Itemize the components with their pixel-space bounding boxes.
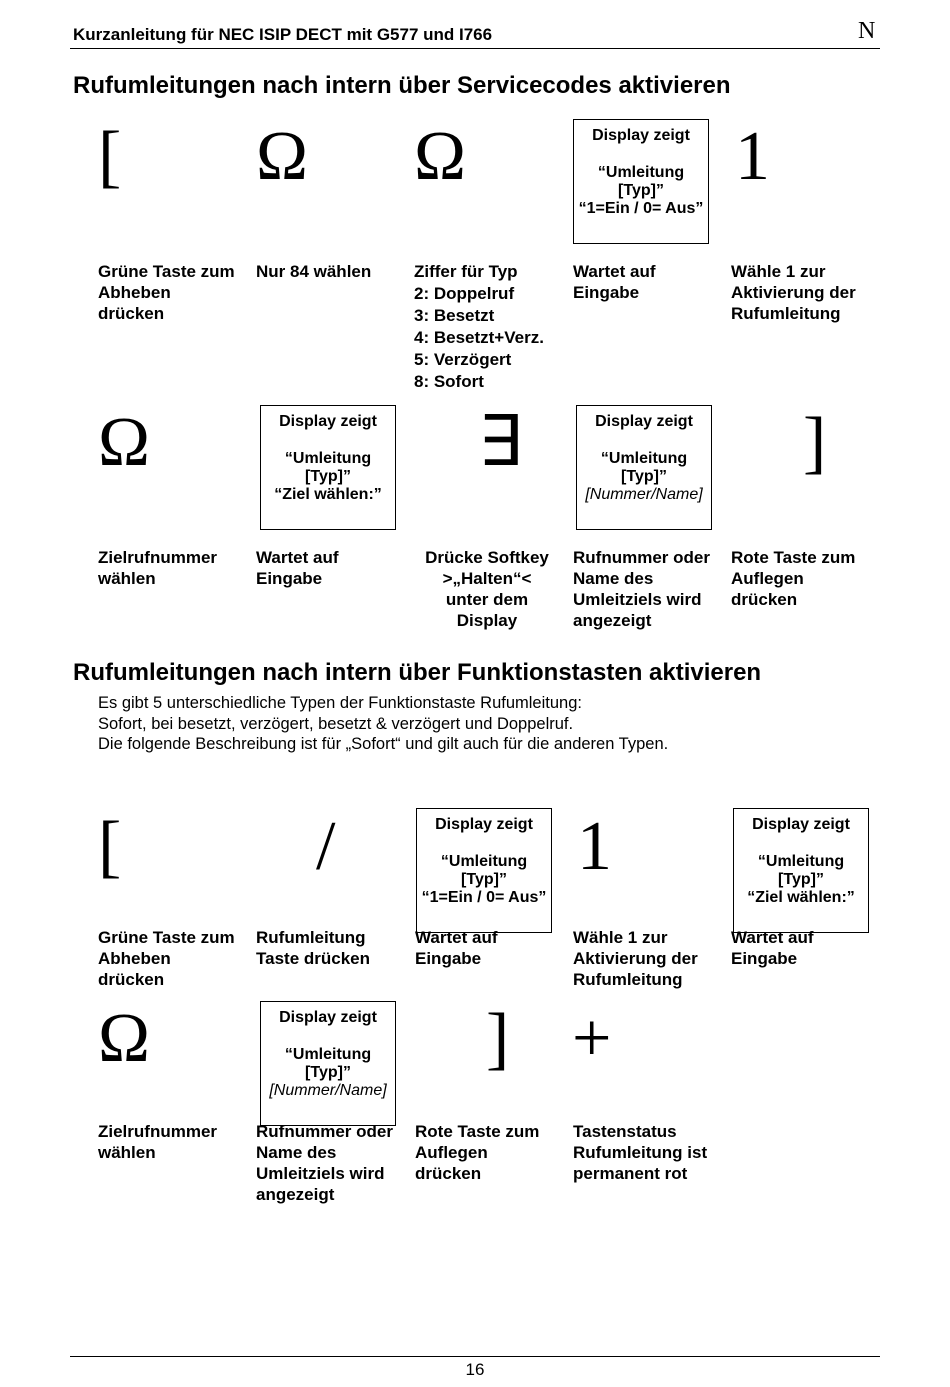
display-label: Display zeigt — [595, 413, 693, 430]
display-label: Display zeigt — [752, 816, 850, 833]
header-title: Kurzanleitung für NEC ISIP DECT mit G577 und I766 — [73, 25, 493, 44]
step-caption: Rufnummer oder Name des Umleitziels wird angezeigt — [256, 1122, 393, 1204]
step-caption: Grüne Taste zum Abheben drücken — [98, 262, 235, 323]
step-caption: Rufnummer oder Name des Umleitziels wird angezeigt — [573, 548, 710, 630]
display-line: “Ziel wählen:” — [274, 486, 382, 503]
step-caption: Wartet auf Eingabe — [415, 928, 498, 968]
display-line: [Nummer/Name] — [585, 486, 703, 503]
keypad-digit-icon: Ω — [98, 1000, 151, 1077]
softkey-icon: ∃ — [478, 404, 523, 481]
green-key-icon: [ — [98, 808, 122, 885]
step-caption: Rote Taste zum Auflegen drücken — [415, 1122, 540, 1183]
display-line: “Ziel wählen:” — [747, 889, 855, 906]
step-caption: Tastenstatus Rufumleitung ist permanent rot — [573, 1122, 708, 1183]
step-caption: Wartet auf Eingabe — [731, 928, 814, 968]
section-1-title: Rufumleitungen nach intern über Servicecodes aktivieren — [73, 72, 731, 99]
step-caption: Grüne Taste zum Abheben drücken — [98, 928, 235, 989]
brand-logo: N — [858, 18, 876, 44]
function-key-icon: / — [316, 808, 336, 885]
step-caption: Wähle 1 zur Aktivierung der Rufumleitung — [573, 928, 698, 989]
step-caption: Zielrufnummer wählen — [98, 1122, 218, 1162]
display-line: “1=Ein / 0= Aus” — [421, 889, 547, 906]
keypad-digit-icon: Ω — [256, 118, 309, 195]
step-caption: Rufumleitung Taste drücken — [256, 928, 371, 968]
display-label: Display zeigt — [279, 413, 377, 430]
step-caption: Wartet auf Eingabe — [256, 548, 339, 588]
step-caption-type-list: Ziffer für Typ 2: Doppelruf 3: Besetzt 4: Besetzt+Verz. 5: Verzögert 8: Sofort — [414, 262, 544, 391]
step-caption: Drücke Softkey >„Halten“< unter dem Display — [425, 548, 549, 630]
display-line: “1=Ein / 0= Aus” — [578, 200, 704, 217]
display-line: [Nummer/Name] — [269, 1082, 387, 1099]
keypad-digit-icon: Ω — [414, 118, 467, 195]
display-label: Display zeigt — [592, 127, 690, 144]
digit-one-icon: 1 — [735, 118, 770, 195]
step-caption: Wähle 1 zur Aktivierung der Rufumleitung — [731, 262, 856, 323]
digit-one-icon: 1 — [577, 808, 612, 885]
display-box — [733, 808, 869, 933]
display-line: “Umleitung [Typ]” — [600, 450, 688, 485]
green-key-icon: [ — [98, 118, 122, 195]
display-line: “Umleitung [Typ]” — [440, 853, 528, 888]
display-line: “Umleitung [Typ]” — [597, 164, 685, 199]
display-line: “Umleitung [Typ]” — [757, 853, 845, 888]
display-box — [576, 405, 712, 530]
keypad-digit-icon: Ω — [98, 404, 151, 481]
display-line: “Umleitung [Typ]” — [284, 450, 372, 485]
footer-rule — [70, 1356, 880, 1357]
display-line: “Umleitung [Typ]” — [284, 1046, 372, 1081]
step-caption: Wartet auf Eingabe — [573, 262, 656, 302]
display-box — [573, 119, 709, 244]
display-box — [416, 808, 552, 933]
step-caption: Nur 84 wählen — [256, 262, 372, 281]
display-label: Display zeigt — [279, 1009, 377, 1026]
display-label: Display zeigt — [435, 816, 533, 833]
step-caption: Zielrufnummer wählen — [98, 548, 218, 588]
step-caption: Rote Taste zum Auflegen drücken — [731, 548, 856, 609]
display-box — [260, 1001, 396, 1126]
key-status-icon: + — [572, 1000, 612, 1077]
display-box — [260, 405, 396, 530]
page-number: 16 — [465, 1360, 485, 1379]
red-key-icon: ] — [803, 404, 827, 481]
header-rule — [70, 48, 880, 49]
intro-text: Es gibt 5 unterschiedliche Typen der Funktionstaste Rufumleitung: Sofort, bei besetzt, verzögert, besetzt & verzögert und Doppelruf. Die folgende Beschreibung ist für „Sofort“ und gilt auch für die anderen Typen. — [98, 694, 669, 753]
section-2-title: Rufumleitungen nach intern über Funktionstasten aktivieren — [73, 659, 762, 686]
red-key-icon: ] — [486, 1000, 510, 1077]
